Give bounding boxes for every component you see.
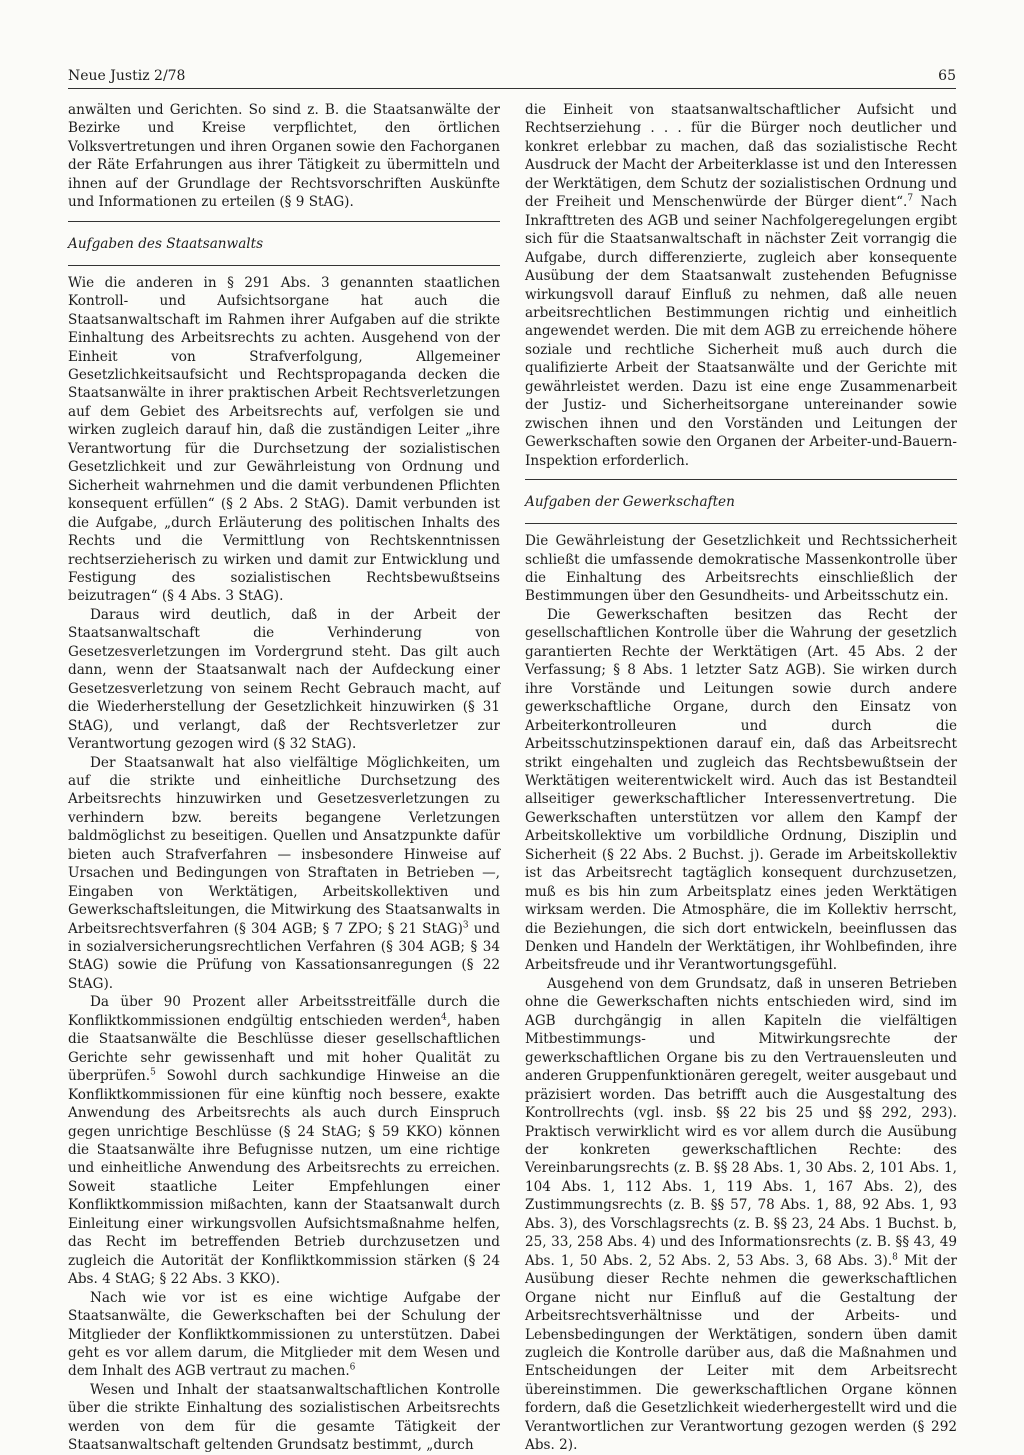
- paragraph: Daraus wird deutlich, daß in der Arbeit der Staatsanwaltschaft die Verhinderung von Gesetzesverletzungen im Vordergrund steht. Das gilt auch dann, wenn der Staatsanwalt nach der Aufdeckung einer Gesetzesverletzung von seinem Recht Gebrauch macht, auf die Wiederherstellung der Gesetzlichkeit hinzuwirken (§ 31 StAG), und verlangt, daß der Rechtsverletzer zur Verantwortung gezogen wird (§ 32 StAG).: [68, 606, 500, 753]
- header-rule: [68, 88, 956, 89]
- page-number: 65: [938, 68, 956, 84]
- section-heading-staatsanwalt: Aufgaben des Staatsanwalts: [68, 235, 264, 252]
- paragraph: Da über 90 Prozent aller Arbeitsstreitfälle durch die Konfliktkommissionen endgültig entschieden werden$^4$, haben die Staatsanwälte die Beschlüsse dieser gesellschaftlichen Gerichte sehr gewissenhaft und mit hoher Qualität zu überprüfen.$^5$ Sowohl durch sachkundige Hinweise an die Konfliktkommissionen für eine künftig noch bessere, exakte Anwendung des Arbeitsrechts als auch durch Einspruch gegen unrichtige Beschlüsse (§ 24 StAG; § 59 KKO) können die Staatsanwälte ihre Befugnisse nutzen, um eine richtige und einheitliche Anwendung des Arbeitsrechts zu erreichen. Soweit staatliche Leiter Empfehlungen einer Konfliktkommission mißachten, kann der Staatsanwalt durch Einleitung einer wirkungsvollen Aufsichtsmaßnahme helfen, das Recht im betreffenden Betrieb durchzusetzen und zugleich die Autorität der Konfliktkommission stärken (§ 24 Abs. 4 StAG; § 22 Abs. 3 KKO).: [68, 994, 500, 1288]
- footnote-marker: 4: [441, 1012, 447, 1023]
- footnote-marker: 3: [462, 920, 469, 931]
- intro-paragraph: anwälten und Gerichten. So sind z. B. die Staatsanwälte der Bezirke und Kreise verpflichtet, den örtlichen Volksvertretungen und ihren Organen sowie den Fachorganen der Räte Erfahrungen aus ihrer Tätigkeit zu übermitteln und ihnen auf der Grundlage der Rechtsvorschriften Auskünfte und Informationen zu erteilen (§ 9 StAG).: [68, 102, 500, 211]
- paragraph: Wesen und Inhalt der staatsanwaltschaftlichen Kontrolle über die strikte Einhaltung des sozialistischen Arbeitsrechts werden von dem für die gesamte Tätigkeit der Staatsanwaltschaft geltenden Grundsatz bestimmt, „durch: [68, 1381, 500, 1454]
- paragraph: die Einheit von staatsanwaltschaftlicher Aufsicht und Rechtserziehung . . . für die Bürger noch deutlicher und konkret erlebbar zu machen, daß das sozialistische Recht Ausdruck der Macht der Arbeiterklasse ist und den Interessen der Werktätigen, dem Schutz der sozialistischen Ordnung und der Freiheit und Menschenwürde der Bürger dient“.$^7$ Nach Inkrafttreten des AGB und seiner Nachfolgeregelungen ergibt sich für die Staatsanwaltschaft in nächster Zeit vorrangig die Aufgabe, durch differenzierte, zugleich aber konsequente Ausübung der dem Staatsanwalt zustehenden Befugnisse wirkungsvoll darauf Einfluß zu nehmen, daß alle neuen arbeitsrechtlichen Bestimmungen richtig und einheitlich angewendet werden. Die mit dem AGB zu erreichende höhere soziale und rechtliche Sicherheit muß auch durch die qualifizierte Arbeit der Staatsanwälte und der Gerichte mit gewährleistet werden. Dazu ist eine enge Zusammenarbeit der Justiz- und Sicherheitsorgane untereinander sowie zwischen ihnen und den Vorständen und Leitungen der Gewerkschaften sowie den Organen der Arbeiter-und-Bauern-Inspektion erforderlich.: [525, 102, 957, 469]
- section-heading-gewerkschaften: Aufgaben der Gewerkschaften: [525, 494, 735, 511]
- paragraph: Wie die anderen in § 291 Abs. 3 genannten staatlichen Kontroll- und Aufsichtsorgane hat auch die Staatsanwaltschaft im Rahmen ihrer Aufgaben auf die strikte Einhaltung des Arbeitsrechts zu achten. Ausgehend von der Einheit von Strafverfolgung, Allgemeiner Gesetzlichkeitsaufsicht und Rechtspropaganda decken die Staatsanwälte in ihrer praktischen Arbeit Rechtsverletzungen auf dem Gebiet des Arbeitsrechts auf, verfolgen sie und wirken zugleich darauf hin, daß die zuständigen Leiter „ihre Verantwortung für die Durchsetzung der sozialistischen Gesetzlichkeit und zur Gewährleistung von Ordnung und Sicherheit wahrnehmen und die damit verbundenen Pflichten konsequent erfüllen“ (§ 2 Abs. 2 StAG). Damit verbunden ist die Aufgabe, „durch Erläuterung des politischen Inhalts des Rechts und die Vermittlung von Rechtskenntnissen rechtserzieherisch zu wirken und damit zur Entwicklung und Festigung des sozialistischen Rechtsbewußtseins beizutragen“ (§ 4 Abs. 3 StAG).: [68, 274, 500, 605]
- footnote-marker: 5: [150, 1067, 156, 1078]
- section-rule: [525, 523, 957, 524]
- paragraph: Nach wie vor ist es eine wichtige Aufgabe der Staatsanwälte, die Gewerkschaften bei der Schulung der Mitglieder der Konfliktkommissionen zu unterstützen. Dabei geht es vor allem darum, die Mitglieder mit dem Wesen und dem Inhalt des AGB vertraut zu machen.$^6$: [68, 1289, 500, 1380]
- running-header: [68, 66, 956, 86]
- paragraph: Die Gewerkschaften besitzen das Recht der gesellschaftlichen Kontrolle über die Wahrung der gesetzlich garantierten Rechte der Werktätigen (Art. 45 Abs. 2 der Verfassung; § 8 Abs. 1 letzter Satz AGB). Sie wirken durch ihre Vorstände und Leitungen sowie durch andere gewerkschaftliche Organe, durch den Einsatz von Arbeiterkontrolleuren und durch die Arbeitsschutzinspektionen darauf ein, daß das Arbeitsrecht strikt eingehalten und zugleich das Rechtsbewußtsein der Werktätigen weiterentwickelt wird. Auch das ist Bestandteil allseitiger gewerkschaftlicher Interessenvertretung. Die Gewerkschaften unterstützen vor allem den Kampf der Arbeitskollektive um vorbildliche Ordnung, Disziplin und Sicherheit (§ 22 Abs. 2 Buchst. j). Gerade im Arbeitskollektiv ist das Arbeitsrecht tagtäglich konsequent durchzusetzen, muß es bis hin zum Arbeitsplatz eines jeden Werktätigen wirksam werden. Die Atmosphäre, die im Kollektiv herrscht, die Beziehungen, die sich dort entwickeln, beeinflussen das Denken und Handeln der Werktätigen, ihr Wohlbefinden, ihre Arbeitsfreude und ihr Verantwortungsgefühl.: [525, 606, 957, 974]
- right-column: [525, 101, 957, 1455]
- paragraph: Die Gewährleistung der Gesetzlichkeit und Rechtssicherheit schließt die umfassende demokratische Massenkontrolle über die Einhaltung des Arbeitsrechts einschließlich der Bestimmungen über den Gesundheits- und Arbeitsschutz ein.: [525, 533, 957, 605]
- paragraph: Ausgehend von dem Grundsatz, daß in unseren Betrieben ohne die Gewerkschaften nichts entschieden wird, sind im AGB durchgängig in allen Kapiteln die vielfältigen Mitbestimmungs- und Mitwirkungsrechte der gewerkschaftlichen Organe bis zu den Vertrauensleuten und anderen Gruppenfunktionären geregelt, weiter ausgebaut und präzisiert worden. Das betrifft auch die Ausgestaltung des Kontrollrechts (vgl. insb. §§ 22 bis 25 und §§ 292, 293). Praktisch verwirklicht wird es vor allem durch die Ausübung der konkreten gewerkschaftlichen Rechte: des Vereinbarungsrechts (z. B. §§ 28 Abs. 1, 30 Abs. 2, 101 Abs. 1, 104 Abs. 1, 112 Abs. 1, 119 Abs. 1, 167 Abs. 2), des Zustimmungsrechts (z. B. §§ 57, 78 Abs. 1, 88, 92 Abs. 1, 93 Abs. 3), des Vorschlagsrechts (z. B. §§ 23, 24 Abs. 1 Buchst. b, 25, 33, 258 Abs. 4) und des Informationsrechts (z. B. §§ 43, 49 Abs. 1, 50 Abs. 2, 52 Abs. 2, 53 Abs. 3, 68 Abs. 3).$^8$ Mit der Ausübung dieser Rechte nehmen die gewerkschaftlichen Organe nicht nur Einfluß auf die Gestaltung der Arbeitsrechtsverhältnisse und der Arbeits- und Lebensbedingungen der Werktätigen, sondern üben damit zugleich die Kontrolle darüber aus, daß die Maßnahmen und Entscheidungen der Leiter mit dem Arbeitsrecht übereinstimmen. Die gewerkschaftlichen Organe können fordern, daß die Gesetzlichkeit wiederhergestellt wird und die Verantwortlichen zur Verantwortung gezogen werden (§ 292 Abs. 2).: [525, 975, 957, 1454]
- footnote-marker: 8: [892, 1252, 898, 1263]
- footnote-marker: 6: [349, 1362, 356, 1373]
- journal-title: Neue Justiz 2/78: [68, 68, 186, 84]
- footnote-marker: 7: [907, 193, 914, 204]
- left-column: [68, 101, 500, 1455]
- paragraph: Der Staatsanwalt hat also vielfältige Möglichkeiten, um auf die strikte und einheitliche Durchsetzung des Arbeitsrechts hinzuwirken und Gesetzesverletzungen zu verhindern bzw. bereits begangene Verletzungen baldmöglichst zu beseitigen. Quellen und Ansatzpunkte dafür bieten auch Strafverfahren — insbesondere Hinweise auf Ursachen und Bedingungen von Straftaten in Betrieben —, Eingaben von Werktätigen, Arbeitskollektiven und Gewerkschaftsleitungen, die Mitwirkung des Staatsanwalts in Arbeitsrechtsverfahren (§ 304 AGB; § 7 ZPO; § 21 StAG)$^3$ und in sozialversicherungsrechtlichen Verfahren (§ 304 AGB; § 34 StAG) sowie die Prüfung von Kassationsanregungen (§ 22 StAG).: [68, 754, 500, 992]
- section-rule: [68, 265, 500, 266]
